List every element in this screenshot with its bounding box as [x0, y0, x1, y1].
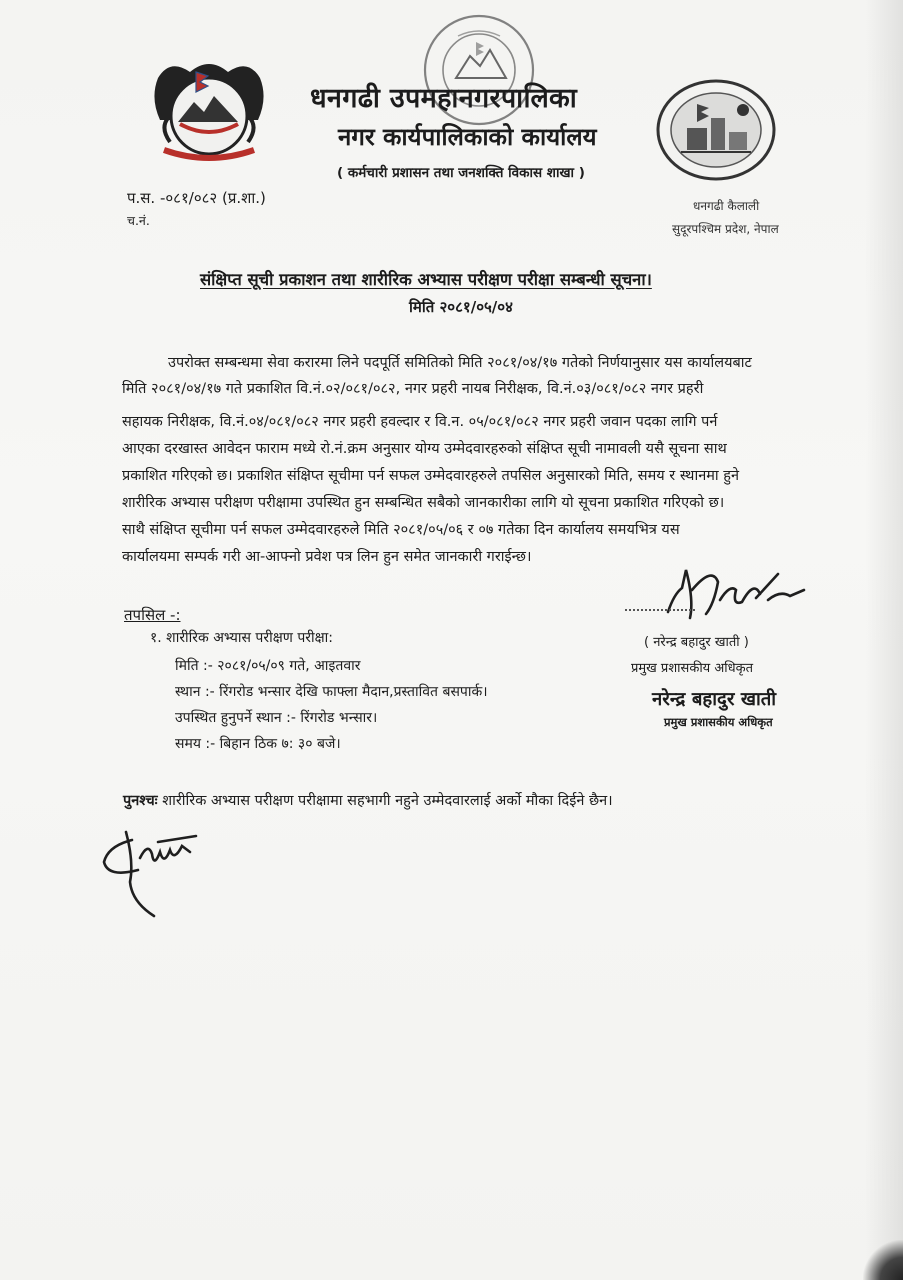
schedule-place: स्थान :- रिंगरोड भन्सार देखि फाफ्ला मैदान,प्रस्तावित बसपार्क। [175, 684, 488, 700]
office-name: धनगढी उपमहानगरपालिका [310, 83, 578, 114]
stamp-post: प्रमुख प्रशासकीय अधिकृत [664, 715, 773, 729]
branch-name: ( कर्मचारी प्रशासन तथा जनशक्ति विकास शाखा ) [337, 165, 585, 181]
body-line: आएका दरखास्त आवेदन फाराम मध्ये रो.नं.क्रम अनुसार योग्य उम्मेदवारहरुको संक्षिप्त सूची नामावली यसै सूचना साथ [122, 441, 727, 457]
body-line: प्रकाशित गरिएको छ। प्रकाशित संक्षिप्त सूचीमा पर्न सफल उम्मेदवारहरुले तपसिल अनुसारको मिति, समय र स्थानमा हुने [122, 468, 740, 484]
postscript [123, 790, 613, 810]
nepal-emblem-icon [150, 58, 268, 170]
initial-signature-icon [98, 822, 218, 922]
reference-number: प.स. -०८१/०८२ (प्र.शा.) [127, 189, 266, 207]
dispatch-number: च.नं. [127, 213, 150, 228]
signature-line [625, 609, 695, 611]
body-line: सहायक निरीक्षक, वि.नं.०४/०८१/०८२ नगर प्रहरी हवल्दार र वि.न. ०५/०८१/०८२ नगर प्रहरी जवान पदका लागि पर्न [122, 414, 718, 430]
page-edge-shadow [865, 0, 903, 1280]
municipality-logo-icon [655, 78, 777, 182]
body-line: साथै संक्षिप्त सूचीमा पर्न सफल उम्मेदवारहरुले मिति २०८१/०५/०६ र ०७ गतेका दिन कार्यालय समयभित्र यस [122, 522, 680, 538]
postscript-text: शारीरिक अभ्यास परीक्षण परीक्षामा सहभागी नहुने उम्मेदवारलाई अर्को मौका दिईने छैन। [157, 793, 613, 809]
body-line: कार्यालयमा सम्पर्क गरी आ-आफ्नो प्रवेश पत्र लिन हुन समेत जानकारी गराईन्छ। [122, 549, 532, 565]
schedule-date: मिति :- २०८१/०५/०९ गते, आइतवार [175, 658, 361, 674]
office-subtitle: नगर कार्यपालिकाको कार्यालय [338, 123, 597, 151]
signatory-post: प्रमुख प्रशासकीय अधिकृत [631, 661, 754, 676]
schedule-item-heading: १. शारीरिक अभ्यास परीक्षण परीक्षा: [150, 630, 334, 646]
address-line-1: धनगढी कैलाली [693, 199, 760, 213]
stamp-name: नरेन्द्र बहादुर खाती [652, 689, 777, 710]
body-line: मिति २०८१/०४/१७ गते प्रकाशित वि.नं.०२/०८१/०८२, नगर प्रहरी नायब निरीक्षक, वि.नं.०३/०८१/०८२ नगर प्रहरी [122, 381, 704, 397]
officer-signature-icon [660, 560, 810, 630]
body-line: शारीरिक अभ्यास परीक्षण परीक्षामा उपस्थित हुन सम्बन्धित सबैको जानकारीका लागि यो सूचना प्रकाशित गरिएको छ। [122, 495, 725, 511]
postscript-label: पुनश्चः [123, 793, 158, 809]
schedule-report-place: उपस्थित हुनुपर्ने स्थान :- रिंगरोड भन्सार। [175, 710, 378, 726]
schedule-title: तपसिल -: [124, 606, 181, 624]
signatory-name: ( नरेन्द्र बहादुर खाती ) [644, 635, 749, 650]
notice-subject: संक्षिप्त सूची प्रकाशन तथा शारीरिक अभ्यास परीक्षण परीक्षा सम्बन्धी सूचना। [200, 270, 652, 289]
address-line-2: सुदूरपश्चिम प्रदेश, नेपाल [672, 222, 779, 236]
body-line: उपरोक्त सम्बन्धमा सेवा करारमा लिने पदपूर्ति समितिको मिति २०८१/०४/१७ गतेको निर्णयानुसार यस कार्यालयबाट [168, 355, 752, 371]
page-corner-shadow [863, 1240, 903, 1280]
notice-date: मिति २०८१/०५/०४ [409, 298, 513, 316]
schedule-time: समय :- बिहान ठिक ७: ३० बजे। [175, 736, 341, 752]
